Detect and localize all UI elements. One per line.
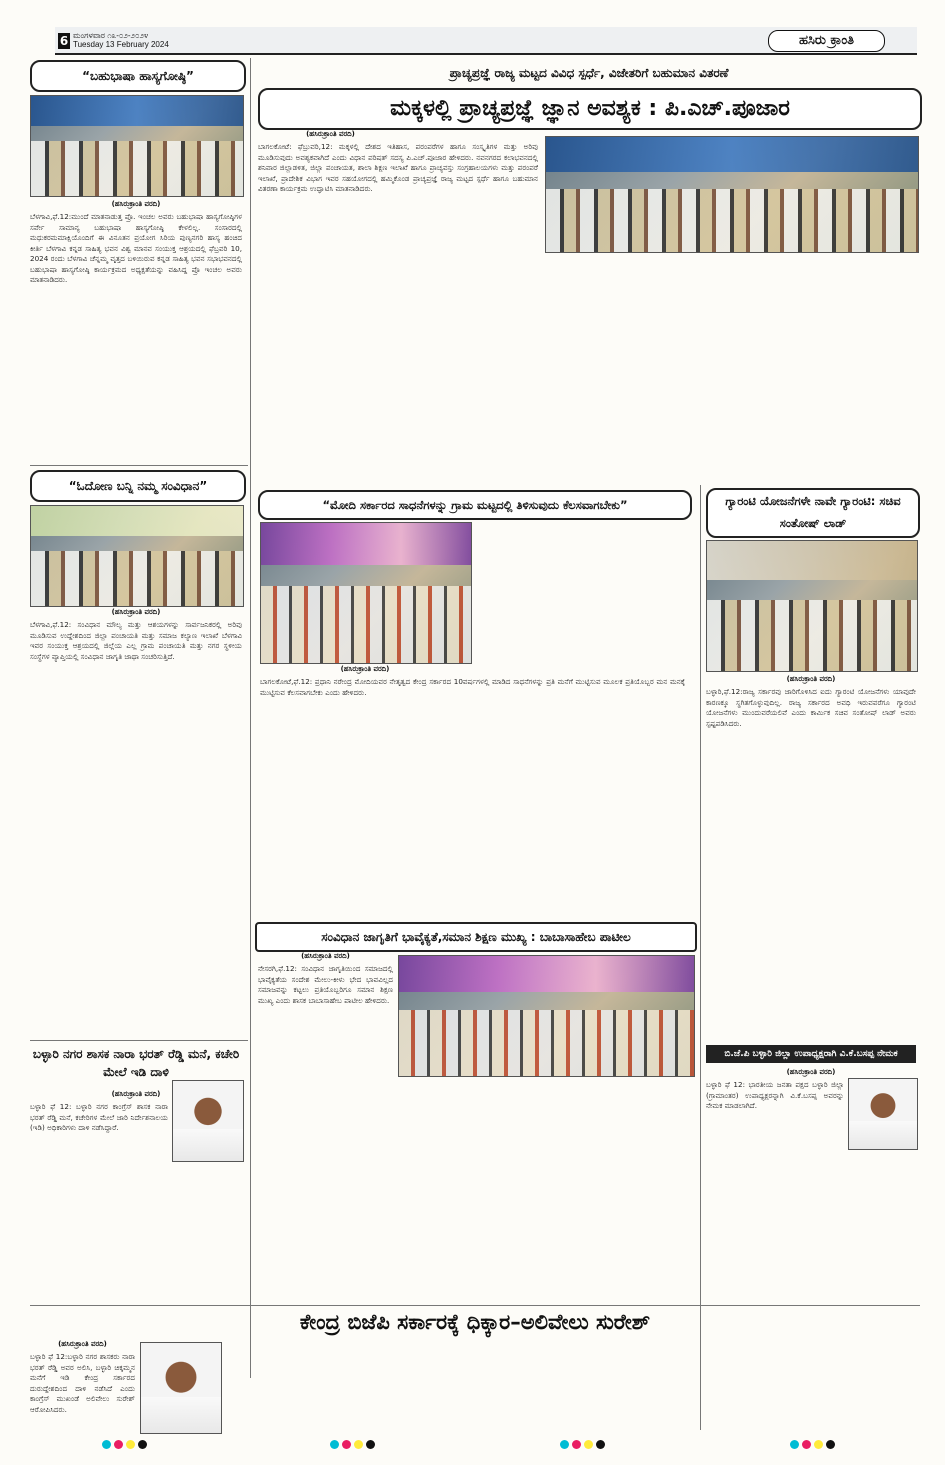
registration-marks	[330, 1440, 375, 1449]
event-photo	[398, 955, 695, 1077]
event-photo	[260, 522, 472, 664]
event-photo	[30, 505, 244, 607]
article-body: ಬಳ್ಳಾರಿ ಫೆ 12: ಬಳ್ಳಾರಿ ನಗರ ಕಾಂಗ್ರೆಸ್ ಶಾಸಕ ನಾರಾ ಭರತ್ ರೆಡ್ಡಿ ಮನೆ, ಕಚೇರಿಗಳ ಮೇಲೆ ಜಾರಿ ನಿರ್ದೇಶನಾಲಯ (ಇಡಿ) ಅಧಿಕಾರಿಗಳು ದಾಳಿ ನಡೆಸಿದ್ದಾರೆ.	[30, 1102, 168, 1132]
portrait-photo	[172, 1080, 244, 1162]
article-body: ಬಳ್ಳಾರಿ ಫೆ 12:ಬಳ್ಳಾರಿ ನಗರ ಶಾಸಕರು ನಾರಾ ಭರತ್ ರೆಡ್ಡಿ ಅವರ ಅಲಿಸಿ, ಬಳ್ಳಾರಿ ಚಿಕ್ಕಮ್ಮನ ಮನೆಗೆ ಇಡಿ ಕೇಂದ್ರ ಸರ್ಕಾರದ ದುರುದ್ದೇಶದಿಂದ ದಾಳಿ ನಡೆಸಿದೆ ಎಂದು ಕಾಂಗ್ರೆಸ್ ಮುಖಂಡೆ ಅಲಿವೇಲು ಸುರೇಶ್ ಆರೋಪಿಸಿದರು.	[30, 1352, 135, 1414]
article-body: ಬೆಳಗಾವಿ,ಫೆ.12: ಸಂವಿಧಾನ ಮೌಲ್ಯ ಮತ್ತು ಆಶಯಗಳನ್ನು ಸಾರ್ವಜನಿಕರಲ್ಲಿ ಅರಿವು ಮೂಡಿಸುವ ಉದ್ದೇಶದಿಂದ ಜಿಲ್ಲಾ ಪಂಚಾಯತಿ ಮತ್ತು ಸಮಾಜ ಕಲ್ಯಾಣ ಇಲಾಖೆ ಬೆಳಗಾವಿ ಇವರ ಸಂಯುಕ್ತ ಆಶ್ರಯದಲ್ಲಿ ಜಿಲ್ಲೆಯ ಎಲ್ಲ ಗ್ರಾಮ ಪಂಚಾಯತಿ ಮತ್ತು ನಗರ ಸ್ಥಳೀಯ ಸಂಸ್ಥೆಗಳ ವ್ಯಾಪ್ತಿಯಲ್ಲಿ ಸಂವಿಧಾನ ಜಾಗೃತಿ ಜಾಥಾ ಸಂಚರಿಸುತ್ತಿದೆ.	[30, 620, 242, 661]
article-body: ಬೆಳಗಾವಿ,ಫೆ.12:ಮುಂದೆ ಮಾತನಾಡುತ್ತ ಪ್ರೊ. ಇಂಚಲ ಅವರು ಬಹುಭಾಷಾ ಹಾಸ್ಯಗೋಷ್ಠಿಗಳ ಸರ್ವೇ ಸಾಮಾನ್ಯ ಬಹುಭಾಷಾ ಹಾಸ್ಯಗೋಷ್ಠಿ ಕೇಳಲಿಲ್ಲ. ಸಂಸಾರದಲ್ಲಿ ಮಧುಕರಮಮಾಕ್ಷಿಯೊಂದಿಗೆ ಈ ವಿನೂತನ ಪ್ರಯೋಗ ಸಿರಿಯ ಪುಣ್ಯನಗರಿ ಹಾಸ್ಯ ಹಂಚಿದ ಕೀರ್ತಿ ಬೆಳಗಾವಿ ಕನ್ನಡ ಸಾಹಿತ್ಯ ಭವನ ವಿಶ್ವ ಮಾನವ ಸಂಯುಕ್ತ ಆಶ್ರಯದಲ್ಲಿ ಫೆಬ್ರವರಿ 10, 2024 ರಂದು ಬೆಳಗಾವಿ ಚೆನ್ನಮ್ಮ ವೃತ್ತದ ಬಳಿಯಿರುವ ಕನ್ನಡ ಸಾಹಿತ್ಯ ಭವನ ಸಭಾಭವನದಲ್ಲಿ ಬಹುಭಾಷಾ ಹಾಸ್ಯಗೋಷ್ಠಿ ಕಾರ್ಯಕ್ರಮದ ಅಧ್ಯಕ್ಷತೆಯನ್ನು ವಹಿಸಿದ್ದ ಪ್ರೊ ಇಂಚಲ ಅವರು ಮಾತನಾಡಿದರು.	[30, 212, 242, 284]
article-headline: ಸಂವಿಧಾನ ಜಾಗೃತಿಗೆ ಭಾವೈಕ್ಯತೆ,ಸಮಾನ ಶಿಕ್ಷಣ ಮುಖ್ಯ : ಬಾಬಾಸಾಹೇಬ ಪಾಟೀಲ	[255, 922, 697, 952]
article-credit: (ಹಸಿರುಕ್ರಾಂತಿ ವರದಿ)	[786, 1068, 836, 1076]
masthead: ಹಸಿರು ಕ್ರಾಂತಿ	[768, 30, 885, 52]
article-headline: “ಬಹುಭಾಷಾ ಹಾಸ್ಯಗೋಷ್ಠಿ”	[30, 60, 246, 92]
registration-marks	[102, 1440, 147, 1449]
article-credit: (ಹಸಿರುಕ್ರಾಂತಿ ವರದಿ)	[340, 665, 390, 673]
article-body-continued	[258, 1080, 693, 1310]
article-credit: (ಹಸಿರುಕ್ರಾಂತಿ ವರದಿ)	[111, 200, 161, 208]
article-body: ನೇಸರಗಿ,ಫೆ.12: ಸಂವಿಧಾನ ಜಾಗೃತಿಯಿಂದ ಸಮಾಜದಲ್ಲಿ ಭಾವೈಕ್ಯತೆಯ ಸಂದೇಶ ಮೇಲು-ಕೀಳು ಭೇದ ಭಾವವಿಲ್ಲದ ಸಮಾಜವನ್ನು ಕಟ್ಟಲು ಪ್ರತಿಯೊಬ್ಬರಿಗೂ ಸಮಾನ ಶಿಕ್ಷಣ ಮುಖ್ಯ ಎಂದು ಶಾಸಕ ಬಾಬಾಸಾಹೇಬ ಪಾಟೀಲ ಹೇಳಿದರು.	[258, 964, 393, 1005]
article-credit: (ಹಸಿರುಕ್ರಾಂತಿ ವರದಿ)	[306, 130, 355, 138]
article-headline: ಕೇಂದ್ರ ಬಿಜೆಪಿ ಸರ್ಕಾರಕ್ಕೆ ಧಿಕ್ಕಾರ–ಅಲಿವೇಲು ಸುರೇಶ್	[299, 1310, 651, 1334]
article-credit: (ಹಸಿರುಕ್ರಾಂತಿ ವರದಿ)	[111, 1090, 161, 1098]
article-body: ಬಾಗಲಕೋಟೆ,ಫೆ.12: ಪ್ರಧಾನಿ ನರೇಂದ್ರ ಮೋದಿಯವರ ನೇತೃತ್ವದ ಕೇಂದ್ರ ಸರ್ಕಾರದ 10ವರ್ಷಗಳಲ್ಲಿ ಮಾಡಿದ ಸಾಧನೆಗಳನ್ನು ಪ್ರತಿ ಮನೆಗೆ ಮುಟ್ಟಿಸುವ ಮೂಲಕ ಪ್ರತಿಯೊಬ್ಬರ ಮನ ಮನಕ್ಕೆ ಮುಟ್ಟಿಸುವ ಕೆಲಸವಾಗಬೇಕು ಎಂದು ಹೇಳಿದರು.	[260, 677, 685, 697]
article-body: ಬಾಗಲಕೋಟೆ: ಫೆಬ್ರುವರಿ,12: ಮಕ್ಕಳಲ್ಲಿ ದೇಶದ ಇತಿಹಾಸ, ಪರಂಪರೆಗಳ ಹಾಗೂ ಸಂಸ್ಕೃತಿಗಳ ಮತ್ತು ಅರಿವು ಮೂಡಿಸುವುದು ಅವಶ್ಯಕವಾಗಿದೆ ಎಂದು ವಿಧಾನ ಪರಿಷತ್ ಸದಸ್ಯ ಪಿ.ಎಚ್.ಪೂಜಾರ ಹೇಳಿದರು. ನವನಗರದ ಕಲಾಭವನದಲ್ಲಿ ಶನಿವಾರ ಜಿಲ್ಲಾಡಳಿತ, ಜಿಲ್ಲಾ ಪಂಚಾಯತ, ಶಾಲಾ ಶಿಕ್ಷಣ ಇಲಾಖೆ ಹಾಗೂ ಪ್ರಾಚ್ಯವಸ್ತು ಸಂಗ್ರಹಾಲಯಗಳು ಮತ್ತು ಪರಂಪರೆ ಇಲಾಖೆ, ಪ್ರಾದೇಶಿಕ ವಿಭಾಗ ಇವರ ಸಹಯೋಗದಲ್ಲಿ ಹಮ್ಮಿಕೊಂಡ ಪ್ರಾಚ್ಯಪ್ರಜ್ಞೆ ರಾಜ್ಯ ಮಟ್ಟದ ಸ್ಪರ್ಧೆ ಹಾಗೂ ಬಹುಮಾನ ವಿತರಣಾ ಕಾರ್ಯಕ್ರಮ ಉದ್ಘಾಟಿಸಿ ಮಾತನಾಡಿದರು.	[258, 142, 538, 193]
date-kannada: ಮಂಗಳವಾರ ೧೩-೦೨-೨೦೨೪	[73, 31, 149, 40]
divider	[30, 1305, 920, 1306]
event-photo	[706, 540, 918, 672]
article-body: ಬಳ್ಳಾರಿ ಫೆ 12: ಭಾರತೀಯ ಜನತಾ ಪಕ್ಷದ ಬಳ್ಳಾರಿ ಜಿಲ್ಲಾ (ಗ್ರಾಮಾಂತರ) ಉಪಾಧ್ಯಕ್ಷರನ್ನಾಗಿ ವಿ.ಕೆ.ಬಸಪ್ಪ ಅವರನ್ನು ನೇಮಕ ಮಾಡಲಾಗಿದೆ.	[706, 1080, 844, 1110]
article-headline: “ಓದೋಣ ಬನ್ನಿ ನಮ್ಮ ಸಂವಿಧಾನ”	[30, 470, 246, 502]
article-body: ಬಳ್ಳಾರಿ,ಫೆ.12:ರಾಜ್ಯ ಸರ್ಕಾರವು ಜಾರಿಗೊಳಿಸಿದ ಐದು ಗ್ಯಾರಂಟಿ ಯೋಜನೆಗಳು ಯಾವುದೇ ಕಾರಣಕ್ಕೂ ಸ್ಥಗಿತಗೊಳ್ಳುವುದಿಲ್ಲ. ರಾಜ್ಯ ಸರ್ಕಾರದ ಅವಧಿ ಇರುವವರೆಗೂ ಗ್ಯಾರಂಟಿ ಯೋಜನೆಗಳು ಮುಂದುವರೆಯಲಿವೆ ಎಂದು ಕಾರ್ಮಿಕ ಸಚಿವ ಸಂತೋಷ್ ಲಾಡ್ ಅವರು ಸ್ಪಷ್ಟಪಡಿಸಿದರು.	[706, 687, 916, 728]
article-headline: ಗ್ಯಾರಂಟಿ ಯೋಜನೆಗಳೇ ನಾವೇ ಗ್ಯಾರಂಟಿ: ಸಚಿವ ಸಂತೋಷ್ ಲಾಡ್	[706, 488, 920, 538]
column-rule	[700, 485, 701, 1430]
article-kicker: ಪ್ರಾಚ್ಯಪ್ರಜ್ಞೆ ರಾಜ್ಯ ಮಟ್ಟದ ವಿವಿಧ ಸ್ಪರ್ಧೆ, ವಿಜೇತರಿಗೆ ಬಹುಮಾನ ವಿತರಣೆ	[449, 66, 729, 80]
divider	[30, 465, 248, 466]
article-body-continued	[225, 1342, 920, 1434]
article-headline: “ಮೋದಿ ಸರ್ಕಾರದ ಸಾಧನೆಗಳನ್ನು ಗ್ರಾಮ ಮಟ್ಟದಲ್ಲಿ ತಿಳಿಸುವುದು ಕೆಲಸವಾಗಬೇಕು”	[258, 490, 692, 520]
registration-marks	[790, 1440, 835, 1449]
article-headline: ಬಳ್ಳಾರಿ ನಗರ ಶಾಸಕ ನಾರಾ ಭರತ್ ರೆಡ್ಡಿ ಮನೆ, ಕಚೇರಿ ಮೇಲೆ ಇಡಿ ದಾಳಿ	[32, 1047, 240, 1079]
article-credit: (ಹಸಿರುಕ್ರಾಂತಿ ವರದಿ)	[786, 675, 836, 683]
article-body-continued	[545, 257, 917, 482]
date-english: Tuesday 13 February 2024	[73, 40, 169, 49]
article-credit: (ಹಸಿರುಕ್ರಾಂತಿ ವರದಿ)	[58, 1340, 107, 1348]
portrait-photo	[140, 1342, 222, 1434]
event-photo	[30, 95, 244, 197]
article-headline: ಬಿ.ಜೆ.ಪಿ ಬಳ್ಳಾರಿ ಜಿಲ್ಲಾ ಉಪಾಧ್ಯಕ್ಷರಾಗಿ ವಿ.ಕೆ.ಬಸಪ್ಪ ನೇಮಕ	[706, 1045, 916, 1063]
divider	[30, 1040, 248, 1041]
portrait-photo	[848, 1078, 918, 1150]
event-photo	[545, 136, 919, 253]
column-rule	[250, 58, 251, 1378]
article-headline: ಮಕ್ಕಳಲ್ಲಿ ಪ್ರಾಚ್ಯಪ್ರಜ್ಞೆ ಜ್ಞಾನ ಅವಶ್ಯಕ : ಪಿ.ಎಚ್.ಪೂಜಾರ	[258, 88, 922, 130]
registration-marks	[560, 1440, 605, 1449]
dateline	[73, 31, 169, 49]
page-number: 6	[59, 34, 69, 48]
article-credit: (ಹಸಿರುಕ್ರಾಂತಿ ವರದಿ)	[301, 952, 350, 960]
article-credit: (ಹಸಿರುಕ್ರಾಂತಿ ವರದಿ)	[111, 608, 161, 616]
